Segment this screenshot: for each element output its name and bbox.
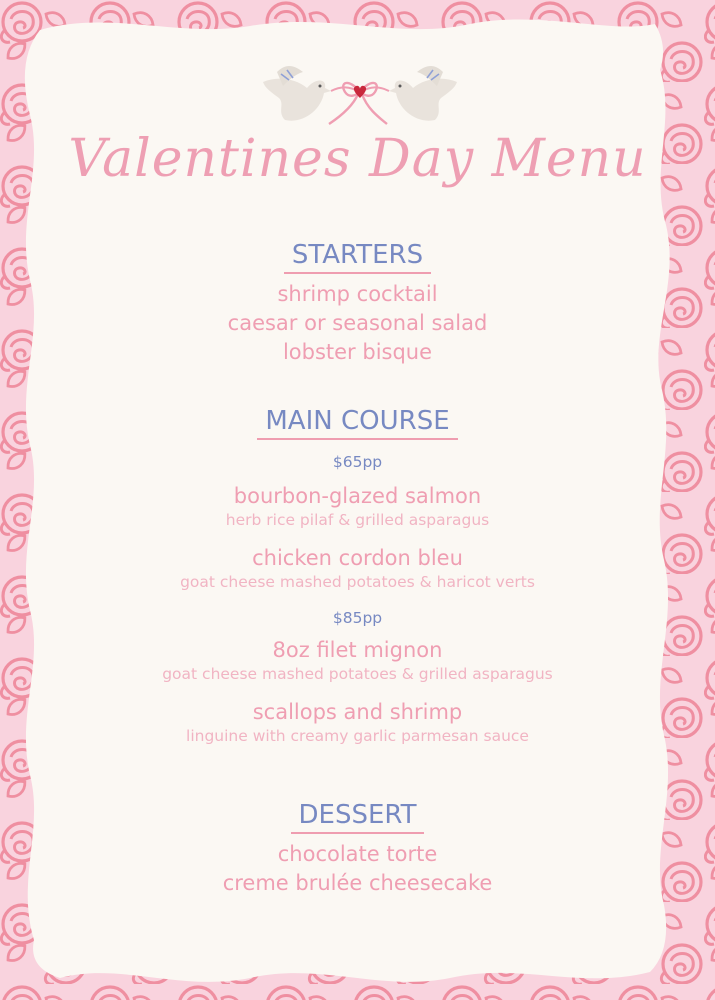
starter-item: shrimp cocktail	[277, 282, 438, 306]
starters-section	[0, 240, 715, 367]
dish-name: 8oz filet mignon	[272, 638, 443, 662]
doves-with-ribbon-heart-icon	[255, 52, 465, 134]
price-tier: $85pp	[332, 609, 383, 627]
menu-title: Valentines Day Menu	[68, 129, 647, 189]
price-tier: $65pp	[332, 453, 383, 471]
dessert-item: chocolate torte	[277, 842, 438, 866]
dessert-item: creme brulée cheesecake	[222, 871, 493, 895]
dish-name: chicken cordon bleu	[252, 546, 463, 570]
dish-sides: goat cheese mashed potatoes & haricot verts	[180, 573, 535, 591]
dish-sides: goat cheese mashed potatoes & grilled asparagus	[162, 665, 553, 683]
dish-name: scallops and shrimp	[252, 700, 463, 724]
starters-heading: STARTERS	[284, 240, 431, 274]
dessert-heading: DESSERT	[291, 800, 425, 834]
dessert-section	[0, 800, 715, 898]
dish-sides: linguine with creamy garlic parmesan sauce	[186, 727, 529, 745]
starter-item: lobster bisque	[282, 340, 433, 364]
main-course-section	[0, 406, 715, 746]
starter-item: caesar or seasonal salad	[227, 311, 488, 335]
dish-name: bourbon-glazed salmon	[233, 484, 482, 508]
main-course-heading: MAIN COURSE	[257, 406, 457, 440]
dish-sides: herb rice pilaf & grilled asparagus	[225, 511, 490, 529]
